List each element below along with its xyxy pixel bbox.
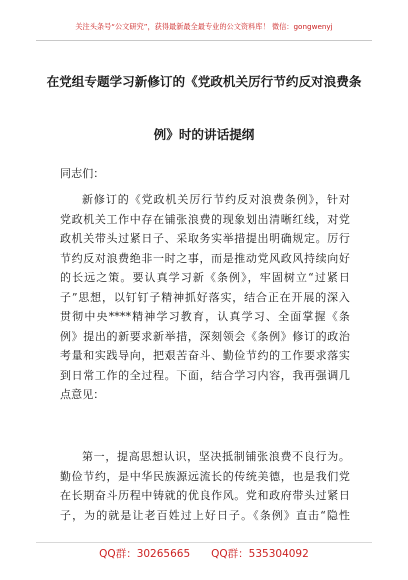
paragraph-1 [60, 190, 350, 405]
paragraph-line: 新修订的《党政机关厉行节约反对浪费条例》，针对 [82, 193, 350, 206]
paragraph-line: 到日常工作的全过程。下面，结合学习内容，我再强调几 [60, 368, 350, 382]
paragraph-line: 子，为的就是让老百姓过上好日子。《条例》直击“隐性 [60, 508, 350, 522]
paragraph-2 [60, 447, 350, 525]
paragraph-line: 贯彻中央****精神学习教育，认真学习、全面掌握《条 [60, 310, 350, 323]
footer-contacts: QQ群：30265665 QQ群：535304092 [99, 548, 309, 560]
greeting [60, 164, 350, 184]
paragraph-line: 在长期奋斗历程中铸就的优良作风。党和政府带头过紧日 [60, 489, 350, 502]
paragraph-line: 考量和实践导向，把艰苦奋斗、勤俭节约的工作要求落实 [60, 349, 350, 362]
paragraph-line: 勤俭节约，是中华民族源远流长的传统美德，也是我们党 [60, 469, 350, 483]
paragraph-line: 例》提出的新要求新举措，深刻领会《条例》修订的政治 [60, 329, 350, 343]
document-title-line-1: 在党组专题学习新修订的《党政机关厉行节约反对浪费条 [46, 74, 362, 89]
header-divider [36, 40, 372, 41]
greeting-text: 同志们： [60, 167, 105, 180]
document-title-line-2: 例》时的讲话提纲 [153, 127, 255, 142]
footer-divider [36, 542, 372, 543]
paragraph-line: 政机关带头过紧日子、采取务实举措提出明确规定。厉行 [60, 232, 350, 245]
paragraph-line: 点意见： [60, 388, 105, 401]
paragraph-line: 党政机关工作中存在铺张浪费的现象划出清晰红线，对党 [60, 212, 350, 226]
paragraph-line: 的长远之策。要认真学习新《条例》，牢固树立“过紧日 [60, 271, 350, 284]
paragraph-line: 节约反对浪费绝非一时之事，而是推动党风政风持续向好 [60, 251, 350, 265]
paragraph-line: 子”思想，以钉钉子精神抓好落实，结合正在开展的深入 [60, 290, 350, 304]
header-promo: 关注头条号“公文研究”，获得最新最全最专业的公文资料库！ 微信：gongwenyj [75, 22, 333, 31]
paragraph-line: 第一，提高思想认识，坚决抵制铺张浪费不良行为。 [82, 450, 350, 463]
